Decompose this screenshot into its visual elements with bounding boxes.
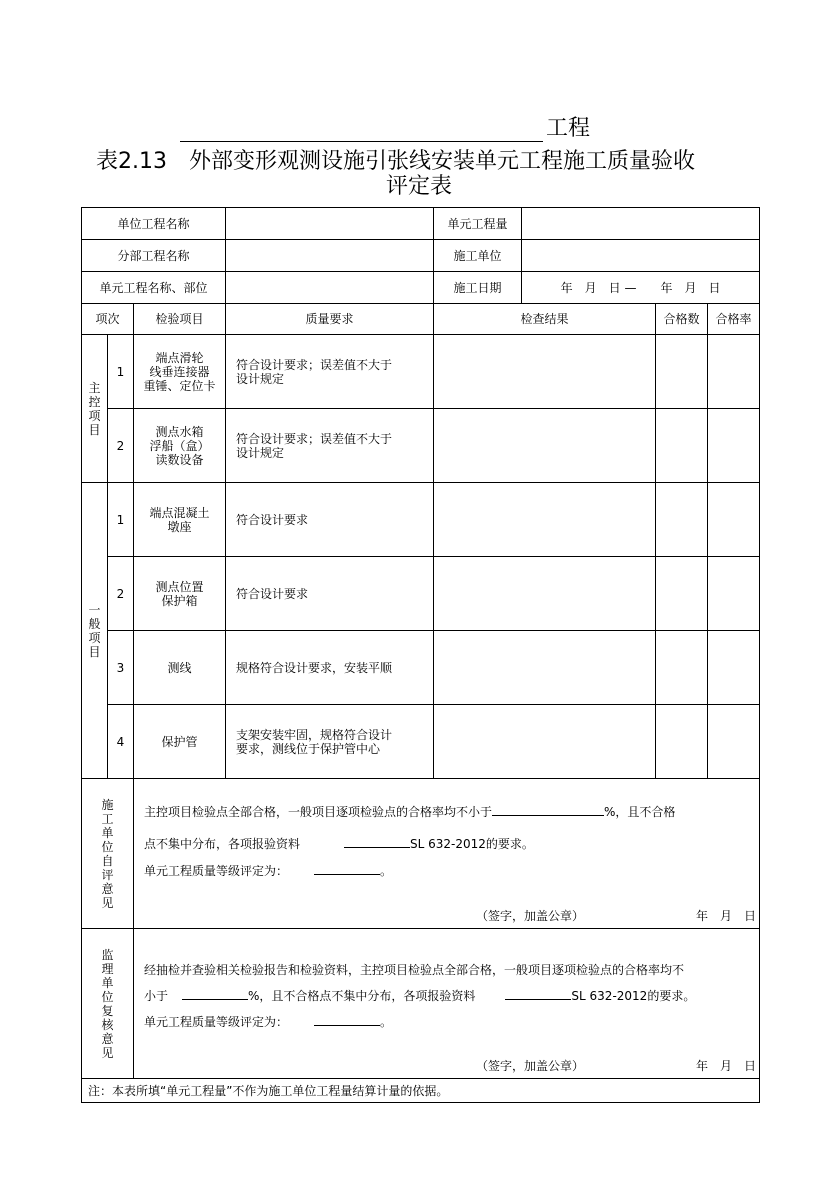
- col-requirement: 质量要求: [226, 304, 434, 335]
- construction-opinion-line2: 点不集中分布，各项报验资料 SL 632-2012的要求。: [144, 837, 534, 851]
- row-number: 1: [108, 335, 134, 409]
- row-number: 4: [108, 705, 134, 779]
- value-element-name[interactable]: [226, 272, 434, 304]
- qualified-rate[interactable]: [708, 705, 760, 779]
- construction-opinion-content[interactable]: [134, 779, 760, 929]
- value-unit-project-name[interactable]: [226, 208, 434, 240]
- label-unit-engineering-qty: 单元工程量: [434, 208, 522, 240]
- check-result[interactable]: [434, 705, 656, 779]
- qualified-count[interactable]: [656, 705, 708, 779]
- supervision-date: 年 月 日: [696, 1059, 757, 1073]
- check-result[interactable]: [434, 483, 656, 557]
- value-sub-project-name[interactable]: [226, 240, 434, 272]
- sup-pass-rate-blank: [182, 999, 248, 1000]
- quality-requirement: 符合设计要求；误差值不大于 设计规定: [226, 409, 434, 483]
- evaluation-table: [81, 207, 760, 1103]
- quality-requirement: 支架安装牢固，规格符合设计 要求，测线位于保护管中心: [226, 705, 434, 779]
- inspection-item: 保护管: [134, 705, 226, 779]
- construction-sign: （签字，加盖公章）: [476, 909, 585, 923]
- supervision-sign: （签字，加盖公章）: [476, 1059, 585, 1073]
- qualified-count[interactable]: [656, 409, 708, 483]
- check-result[interactable]: [434, 335, 656, 409]
- value-date-range[interactable]: 年 月 日 — 年 月 日: [522, 272, 760, 304]
- label-element-name: 单元工程名称、部位: [82, 272, 226, 304]
- table-row: [82, 409, 760, 483]
- qualified-rate[interactable]: [708, 483, 760, 557]
- supervision-opinion-label: 监 理 单 位 复 核 意 见: [82, 929, 134, 1079]
- inspection-item: 测线: [134, 631, 226, 705]
- qualified-rate[interactable]: [708, 335, 760, 409]
- inspection-item: 测点水箱 浮船（盒） 读数设备: [134, 409, 226, 483]
- inspection-item: 端点混凝土 墩座: [134, 483, 226, 557]
- quality-requirement: 符合设计要求: [226, 557, 434, 631]
- construction-opinion-line3: 单元工程质量等级评定为： 。: [144, 864, 393, 878]
- project-name-blank: [180, 141, 543, 142]
- construction-date: 年 月 日: [696, 909, 757, 923]
- qualified-rate[interactable]: [708, 631, 760, 705]
- qualified-count[interactable]: [656, 631, 708, 705]
- grade-blank: [314, 874, 380, 875]
- check-result[interactable]: [434, 631, 656, 705]
- sup-data-compliance-blank: [505, 999, 571, 1000]
- inspection-item: 测点位置 保护箱: [134, 557, 226, 631]
- qualified-count[interactable]: [656, 335, 708, 409]
- col-item: 检验项目: [134, 304, 226, 335]
- table-row: [82, 631, 760, 705]
- row-number: 2: [108, 557, 134, 631]
- table-row: [82, 557, 760, 631]
- data-compliance-blank: [344, 847, 410, 848]
- supervision-opinion-content[interactable]: [134, 929, 760, 1079]
- supervision-opinion-line2: 小于 %，且不合格点不集中分布，各项报验资料 SL 632-2012的要求。: [144, 989, 696, 1003]
- col-result: 检查结果: [434, 304, 656, 335]
- row-number: 1: [108, 483, 134, 557]
- check-result[interactable]: [434, 409, 656, 483]
- row-number: 2: [108, 409, 134, 483]
- col-qualified-count: 合格数: [656, 304, 708, 335]
- main-group-label: 主 控 项 目: [82, 335, 108, 483]
- col-qualified-rate: 合格率: [708, 304, 760, 335]
- footnote: 注：本表所填“单元工程量”不作为施工单位工程量结算计量的依据。: [82, 1079, 760, 1103]
- check-result[interactable]: [434, 557, 656, 631]
- label-construction-date: 施工日期: [434, 272, 522, 304]
- col-order: 项次: [82, 304, 134, 335]
- table-title-line2: 评定表: [386, 174, 453, 199]
- qualified-count[interactable]: [656, 483, 708, 557]
- value-construction-unit[interactable]: [522, 240, 760, 272]
- project-title: [180, 114, 600, 144]
- qualified-rate[interactable]: [708, 557, 760, 631]
- quality-requirement: 符合设计要求；误差值不大于 设计规定: [226, 335, 434, 409]
- construction-opinion-line1: 主控项目检验点全部合格，一般项目逐项检验点的合格率均不小于 %，且不合格: [144, 805, 676, 819]
- construction-opinion-label: 施 工 单 位 自 评 意 见: [82, 779, 134, 929]
- pass-rate-blank: [538, 815, 604, 816]
- sup-grade-blank: [314, 1025, 380, 1026]
- label-unit-project-name: 单位工程名称: [82, 208, 226, 240]
- qualified-rate[interactable]: [708, 409, 760, 483]
- supervision-opinion-line1: 经抽检并查验相关检验报告和检验资料，主控项目检验点全部合格，一般项目逐项检验点的合格率均不: [144, 963, 685, 977]
- table-row: [82, 483, 760, 557]
- project-suffix: 工程: [546, 116, 591, 141]
- quality-requirement: 规格符合设计要求，安装平顺: [226, 631, 434, 705]
- label-sub-project-name: 分部工程名称: [82, 240, 226, 272]
- table-row: [82, 705, 760, 779]
- table-row: [82, 335, 760, 409]
- label-construction-unit: 施工单位: [434, 240, 522, 272]
- row-number: 3: [108, 631, 134, 705]
- general-group-label: 一 般 项 目: [82, 483, 108, 779]
- qualified-count[interactable]: [656, 557, 708, 631]
- inspection-item: 端点滑轮 线垂连接器 重锤、定位卡: [134, 335, 226, 409]
- quality-requirement: 符合设计要求: [226, 483, 434, 557]
- value-unit-engineering-qty[interactable]: [522, 208, 760, 240]
- table-title-line1: 表2.13 外部变形观测设施引张线安装单元工程施工质量验收: [96, 149, 695, 174]
- supervision-opinion-line3: 单元工程质量等级评定为： 。: [144, 1015, 393, 1029]
